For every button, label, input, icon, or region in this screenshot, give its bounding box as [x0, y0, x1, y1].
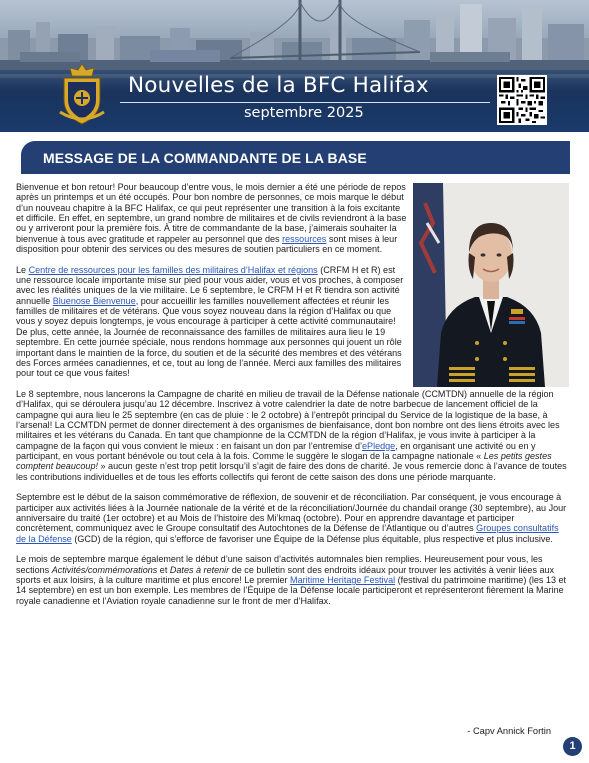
text-run: et [157, 564, 170, 575]
text-run: Bienvenue et bon retour! Pour beaucoup d’entre vous, le mois dernier a été une période de repos après un printemps et un été occupés. Pour bon nombre de personnes, ce mois marque le début d’un nouveau chapitre à la BFC Halifax, ce qui peut représenter une transition à la fois excitante et difficile. En effet, en septembre, un grand nombre de militaires et de civils reviendront à la base ou y arriveront pour la première fois. À titre de commandante de la base, j’aimerais souhaiter la bienvenue à tous avec gratitude et rappeler au personnel que des [16, 182, 407, 244]
section-title: MESSAGE DE LA COMMANDANTE DE LA BASE [43, 150, 367, 166]
text-run: Le 8 septembre, nous lancerons la Campagne de charité en milieu de travail de la Défense nationale (CCMTDN) annuelle de la région d’Halifax, qui se déroulera jusqu’au 12 décembre. Inscrivez à votre calendrier la date de notre barbecue de lancement officiel de la campagne qui aura lieu le 25 septembre (en cas de pluie : le 2 octobre) à l’entrepôt principal du Service de la logistique de la base, à l’arsenal! La CCMTDN permet de donner directement à des organismes de bienfaisance, dont bon nombre ont des liens étroits avec les militaires et les vétérans du Canada. En tant que championne de la CCMTDN de la région d’Halifax, je vous invite à participer à la campagne de la façon qui vous convient le mieux : en faisant un don par l’entremise d’ [16, 388, 560, 451]
text-run: Le [16, 264, 29, 275]
text-run: de ce bulletin sont des endroits idéaux pour trouver les activités à venir liées aux sports et aux loisirs, à la culture maritime et plus encore! Le premier [16, 564, 555, 586]
article-body [16, 182, 570, 616]
campaign-slogan: Les petits gestes comptent beaucoup! [16, 450, 552, 472]
epledge-link[interactable]: ePledge [362, 440, 396, 451]
resources-link[interactable]: ressources [282, 233, 327, 244]
text-run: (CRFM H et R) est une ressource locale importante mise sur pied pour vous aider, vous et vos proches, à composer avec les réalités uniques de la vie militaire. Le 6 septembre, le CRFM H et R tiendra son activité annuelle [16, 264, 404, 306]
bluenose-bienvenue-link[interactable]: Bluenose Bienvenue [52, 295, 136, 306]
page-number-badge: 1 [563, 737, 582, 756]
section-reference: Dates à retenir [169, 564, 230, 575]
header-banner [0, 0, 589, 132]
base-crest-icon [56, 60, 108, 126]
text-run: Le mois de septembre marque également le début d’une saison d’activités automnales bien remplies. Heureusement pour vous, les sections [16, 554, 543, 575]
text-run: sont mises à leur disposition pour obtenir des services ou des mesures de soutien particuliers en ce moment. [16, 233, 398, 255]
paragraph-reconciliation [16, 492, 570, 544]
text-run: (festival du patrimoine maritime) (les 13 et 14 septembre) en est un bon exemple. Les membres de l’Équipe de la Défense locale participeront et représenteront fièrement la Marine royale canadienne et l’Aviation royale canadienne sur le front de mer d’Halifax. [16, 575, 567, 606]
maritime-heritage-festival-link[interactable]: Maritime Heritage Festival [290, 575, 396, 586]
paragraph-charity-campaign [16, 389, 570, 482]
newsletter-title: Nouvelles de la BFC Halifax [128, 73, 429, 98]
title-divider [120, 102, 490, 103]
defence-advisory-groups-link[interactable]: Groupes consultatifs de la Défense [16, 523, 559, 544]
text-run: » aucun geste n’est trop petit lorsqu’il s’agit de faire des dons de charité. Je vous remercie donc à l’avance de toutes les contributions individuelles et de tous les efforts collectifs qui feront de cette saison des dons une période marquante. [16, 461, 567, 482]
family-resource-centre-link[interactable]: Centre de ressources pour les familles des militaires d’Halifax et régions [28, 264, 318, 275]
portrait-spacer [409, 182, 570, 386]
signature: - Capv Annick Fortin [467, 726, 551, 736]
paragraph-fall-activities [16, 554, 570, 606]
text-run: (GCD) de la région, qui s’efforce de favoriser une Équipe de la Défense plus équitable, plus respective et plus inclusive. [71, 533, 553, 544]
text-run: , pour accueillir les familles nouvellement affectées et réunir les familles de militaires et de vétérans. Que vous soyez nouveau dans la région d’Halifax ou que vous y soyez depuis longtemps, je vous encourage à participer à cette activité communautaire! De plus, cette année, la Journée de reconnaissance des familles de militaires aura lieu le 19 septembre. En cette journée spéciale, nous rendons hommage aux personnes qui jouent un rôle important dans le maintien de la force, du soutien et de la sécurité des membres et des vétérans des Forces armées canadiennes, et ce, tout au long de l’année. Merci aux familles des militaires pour tout ce que vous faites! [16, 295, 402, 379]
qr-code-icon[interactable] [497, 75, 547, 125]
text-run: , en organisant une activité ou en y participant, en vous portant bénévole ou tout cela à la fois. Comme le suggère le slogan de la campagne nationale « [16, 440, 536, 461]
text-run: Septembre est le début de la saison commémorative de réflexion, de souvenir et de réconciliation. Par conséquent, je vous encourage à participer aux activités liées à la Journée nationale de la vérité et de la réconciliation/Journée du chandail orange (30 septembre), au Jour anniversaire du traité (1er octobre) et au Mois de l’histoire des Mi’kmaq (octobre). Pour en apprendre davantage et participer concrètement, communiquez avec le Groupe consultatif des Autochtones de la Défense de l’Atlantique ou d’autres [16, 492, 567, 534]
section-reference: Activités/commémorations [51, 564, 158, 575]
issue-date: septembre 2025 [244, 105, 364, 121]
